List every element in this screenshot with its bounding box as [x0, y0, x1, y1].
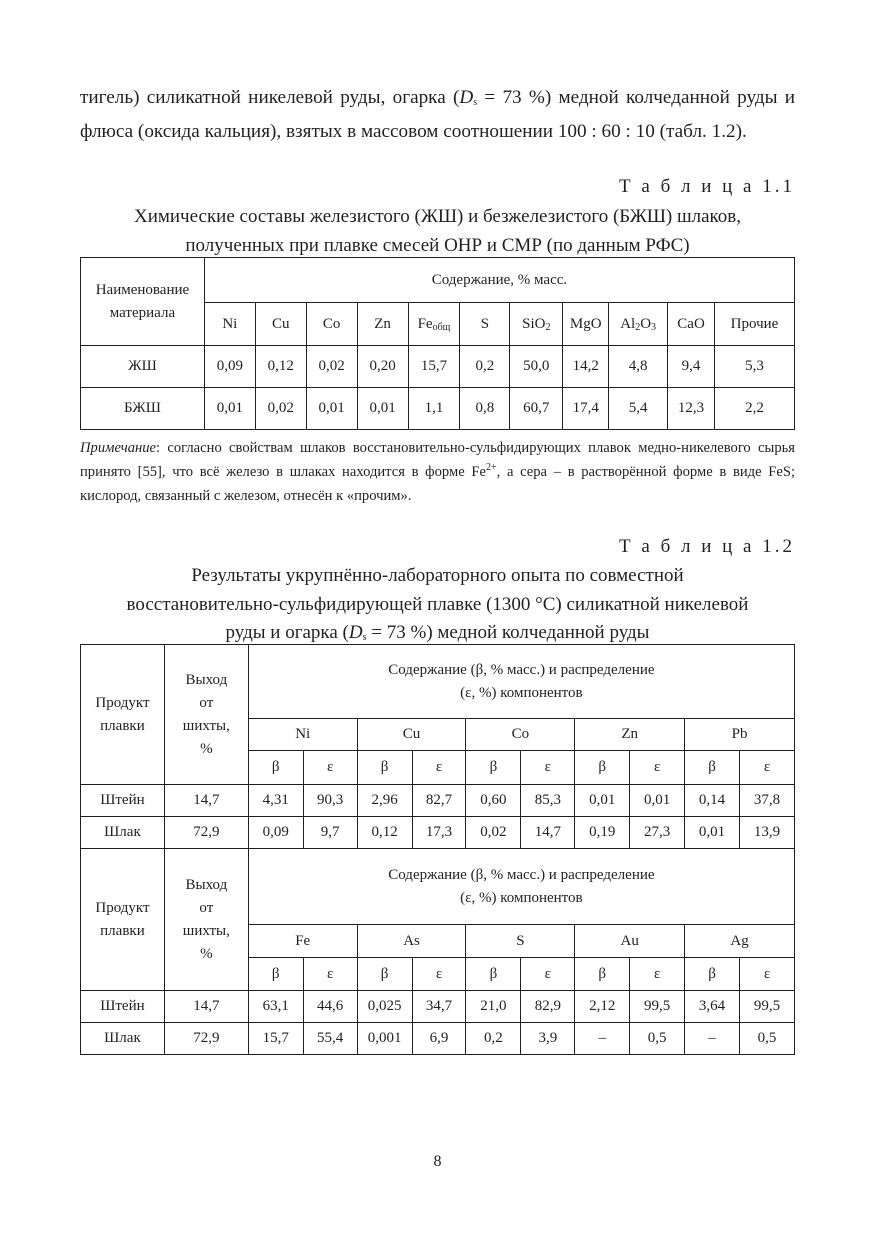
table1-col-co: Co — [306, 303, 357, 346]
table-cell: 5,3 — [715, 346, 795, 388]
epsilon-header: ε — [521, 751, 575, 785]
table-cell: 6,9 — [412, 1023, 466, 1055]
beta-header: β — [357, 751, 412, 785]
beta-header: β — [248, 751, 303, 785]
table-cell: 0,12 — [255, 346, 306, 388]
table-cell: 15,7 — [248, 1023, 303, 1055]
intro-d-symbol: D — [459, 87, 474, 108]
content-header — [248, 645, 794, 719]
table-cell: 5,4 — [609, 388, 668, 430]
table-cell: 0,12 — [357, 817, 412, 849]
table-cell: 9,7 — [303, 817, 357, 849]
epsilon-header: ε — [412, 958, 466, 991]
table-cell: 3,64 — [685, 991, 740, 1023]
product-header — [81, 645, 165, 785]
table-row — [81, 346, 795, 388]
table-cell: 0,01 — [575, 785, 630, 817]
yield-value: 14,7 — [164, 991, 248, 1023]
note-text-1: : согласно свойствам шлаков восстановительно-сульфидирующих плавок медно-никелевого сырья принято [55], что всё железо в шлаках находится в форме Fe — [80, 440, 795, 480]
element-header: Ni — [248, 719, 357, 751]
yield-header-line4: % — [200, 740, 213, 757]
table1-title — [80, 203, 795, 260]
table2-d-symbol: D — [348, 622, 363, 643]
intro-text-start: тигель) силикатной никелевой руды, огарка ( — [80, 87, 460, 108]
epsilon-header: ε — [739, 751, 794, 785]
table-cell: 99,5 — [630, 991, 685, 1023]
table-row — [81, 1023, 795, 1055]
table-cell: 0,01 — [306, 388, 357, 430]
table-cell: 0,001 — [357, 1023, 412, 1055]
beta-header: β — [575, 751, 630, 785]
table-cell: 50,0 — [510, 346, 563, 388]
product-name: Штейн — [81, 785, 165, 817]
beta-header: β — [466, 958, 521, 991]
note-superscript: 2+ — [486, 462, 497, 473]
intro-paragraph — [80, 84, 795, 146]
table-cell: 0,5 — [630, 1023, 685, 1055]
table-cell: 0,02 — [255, 388, 306, 430]
table-cell: 85,3 — [521, 785, 575, 817]
yield-header-line2: от — [199, 899, 214, 916]
table-row — [81, 817, 795, 849]
yield-header-line3: шихты, — [182, 922, 230, 939]
beta-header: β — [357, 958, 412, 991]
product-header-line2: плавки — [100, 922, 145, 939]
yield-header-line4: % — [200, 945, 213, 962]
table1-col-al2o3 — [609, 303, 668, 346]
table-cell: 0,2 — [460, 346, 510, 388]
table-cell: 3,9 — [521, 1023, 575, 1055]
beta-header: β — [685, 751, 740, 785]
product-header-line1: Продукт — [95, 694, 150, 711]
table-row — [81, 991, 795, 1023]
o-subscript: 3 — [651, 321, 657, 333]
epsilon-header: ε — [303, 958, 357, 991]
al-subscript: 2 — [635, 321, 641, 333]
table-cell: 27,3 — [630, 817, 685, 849]
table1-note — [80, 436, 795, 508]
yield-header-line1: Выход — [185, 876, 228, 893]
table1-title-line2: полученных при плавке смесей ОНР и СМР (по данным РФС) — [185, 234, 690, 256]
table-cell: 0,09 — [248, 817, 303, 849]
table-cell: 0,01 — [204, 388, 255, 430]
table-cell: 0,19 — [575, 817, 630, 849]
table-cell: 0,2 — [466, 1023, 521, 1055]
table-cell: 15,7 — [408, 346, 460, 388]
table-cell: 34,7 — [412, 991, 466, 1023]
element-header: Zn — [575, 719, 685, 751]
element-header: Co — [466, 719, 575, 751]
al-symbol: Al — [620, 315, 636, 332]
table-cell: 21,0 — [466, 991, 521, 1023]
yield-value: 14,7 — [164, 785, 248, 817]
table-cell: 90,3 — [303, 785, 357, 817]
yield-header-line3: шихты, — [182, 717, 230, 734]
table-cell: 0,01 — [357, 388, 408, 430]
table-cell: 12,3 — [668, 388, 715, 430]
table1-content-header: Содержание, % масс. — [204, 258, 794, 303]
table-cell: 4,31 — [248, 785, 303, 817]
yield-header — [164, 645, 248, 785]
table1-col-sio2 — [510, 303, 563, 346]
table-cell: 0,60 — [466, 785, 521, 817]
table-cell: 0,02 — [466, 817, 521, 849]
table-cell: 0,14 — [685, 785, 740, 817]
table-cell: 0,8 — [460, 388, 510, 430]
sio2-symbol: SiO — [522, 315, 546, 332]
table-cell: 82,7 — [412, 785, 466, 817]
table-cell: 82,9 — [521, 991, 575, 1023]
table-cell: 17,3 — [412, 817, 466, 849]
table-cell: 55,4 — [303, 1023, 357, 1055]
table-cell: 0,02 — [306, 346, 357, 388]
element-header: As — [357, 925, 466, 958]
table1-col-ni: Ni — [204, 303, 255, 346]
table-cell: 44,6 — [303, 991, 357, 1023]
element-header: S — [466, 925, 575, 958]
table2-title — [80, 562, 795, 653]
beta-header: β — [466, 751, 521, 785]
table-row — [81, 785, 795, 817]
note-label: Примечание — [80, 440, 157, 456]
table-row — [81, 388, 795, 430]
table-cell: 14,7 — [521, 817, 575, 849]
table-cell: 63,1 — [248, 991, 303, 1023]
table-cell: 1,1 — [408, 388, 460, 430]
table2-title-line3-end: = 73 %) медной колчеданной руды — [366, 622, 650, 643]
epsilon-header: ε — [630, 958, 685, 991]
element-header: Fe — [248, 925, 357, 958]
epsilon-header: ε — [739, 958, 794, 991]
table-cell: 13,9 — [739, 817, 794, 849]
table-cell: 0,5 — [739, 1023, 794, 1055]
page-number: 8 — [433, 1153, 442, 1170]
yield-header-line2: от — [199, 694, 214, 711]
yield-value: 72,9 — [164, 1023, 248, 1055]
intro-text-end: = 73 %) медной колчеданной руды и флюса (оксида кальция), взятых в массовом соотношении 100 : 60 : 10 (табл. 1.2). — [80, 87, 795, 142]
table1-row-name: ЖШ — [81, 346, 205, 388]
note-text-2: , а сера – в растворённой форме в виде FeS; кислород, связанный с железом, отнесён к «прочим». — [80, 464, 795, 504]
table1 — [80, 257, 795, 430]
table-cell: 99,5 — [739, 991, 794, 1023]
element-header: Ag — [685, 925, 795, 958]
table1-col-zn: Zn — [357, 303, 408, 346]
table-cell: 0,09 — [204, 346, 255, 388]
table2 — [80, 644, 795, 1055]
table-cell: – — [575, 1023, 630, 1055]
product-header — [81, 849, 165, 991]
content-header-line1: Содержание (β, % масс.) и распределение — [388, 661, 655, 678]
product-name: Шлак — [81, 1023, 165, 1055]
epsilon-header: ε — [521, 958, 575, 991]
epsilon-header: ε — [412, 751, 466, 785]
table-cell: 9,4 — [668, 346, 715, 388]
content-header-line2: (ε, %) компонентов — [460, 684, 583, 701]
table-cell: 14,2 — [563, 346, 609, 388]
product-header-line1: Продукт — [95, 899, 150, 916]
yield-header — [164, 849, 248, 991]
yield-value: 72,9 — [164, 817, 248, 849]
fe-symbol: Fe — [417, 315, 433, 332]
beta-header: β — [575, 958, 630, 991]
content-header-line2: (ε, %) компонентов — [460, 889, 583, 906]
content-header-line1: Содержание (β, % масс.) и распределение — [388, 866, 655, 883]
beta-header: β — [248, 958, 303, 991]
element-header: Au — [575, 925, 685, 958]
intro-d-subscript: s — [473, 97, 478, 108]
table1-col-fe — [408, 303, 460, 346]
sio2-subscript: 2 — [545, 321, 551, 333]
table2-label: Т а б л и ц а 1.2 — [619, 536, 795, 557]
element-header: Cu — [357, 719, 466, 751]
table1-row-name: БЖШ — [81, 388, 205, 430]
product-header-line2: плавки — [100, 717, 145, 734]
product-name: Штейн — [81, 991, 165, 1023]
table-cell: 0,20 — [357, 346, 408, 388]
epsilon-header: ε — [630, 751, 685, 785]
table2-title-line3-start: руды и огарка ( — [225, 622, 349, 643]
epsilon-header: ε — [303, 751, 357, 785]
beta-header: β — [685, 958, 740, 991]
table1-col-mgo: MgO — [563, 303, 609, 346]
table1-name-header: Наименование материала — [81, 258, 205, 346]
table-cell: 17,4 — [563, 388, 609, 430]
table-cell: 0,01 — [630, 785, 685, 817]
content-header — [248, 849, 794, 925]
table-cell: 2,96 — [357, 785, 412, 817]
table1-col-cao: CaO — [668, 303, 715, 346]
table2-d-subscript: s — [362, 632, 367, 643]
table1-col-s: S — [460, 303, 510, 346]
table-cell: 60,7 — [510, 388, 563, 430]
yield-header-line1: Выход — [185, 671, 228, 688]
table1-title-line1: Химические составы железистого (ЖШ) и безжелезистого (БЖШ) шлаков, — [133, 206, 742, 227]
table-cell: 2,12 — [575, 991, 630, 1023]
table2-title-line1: Результаты укрупнённо-лабораторного опыта по совместной — [191, 565, 684, 586]
table-cell: 4,8 — [609, 346, 668, 388]
table1-col-cu: Cu — [255, 303, 306, 346]
table-cell: 37,8 — [739, 785, 794, 817]
table2-title-line2: восстановительно-сульфидирующей плавке (1300 °С) силикатной никелевой — [126, 593, 749, 615]
o-symbol: O — [640, 315, 652, 332]
table1-col-other: Прочие — [715, 303, 795, 346]
table-cell: – — [685, 1023, 740, 1055]
element-header: Pb — [685, 719, 795, 751]
table-cell: 0,01 — [685, 817, 740, 849]
table1-label: Т а б л и ц а 1.1 — [619, 176, 795, 197]
table-cell: 2,2 — [715, 388, 795, 430]
product-name: Шлак — [81, 817, 165, 849]
table-cell: 0,025 — [357, 991, 412, 1023]
fe-subscript: общ — [432, 321, 451, 333]
